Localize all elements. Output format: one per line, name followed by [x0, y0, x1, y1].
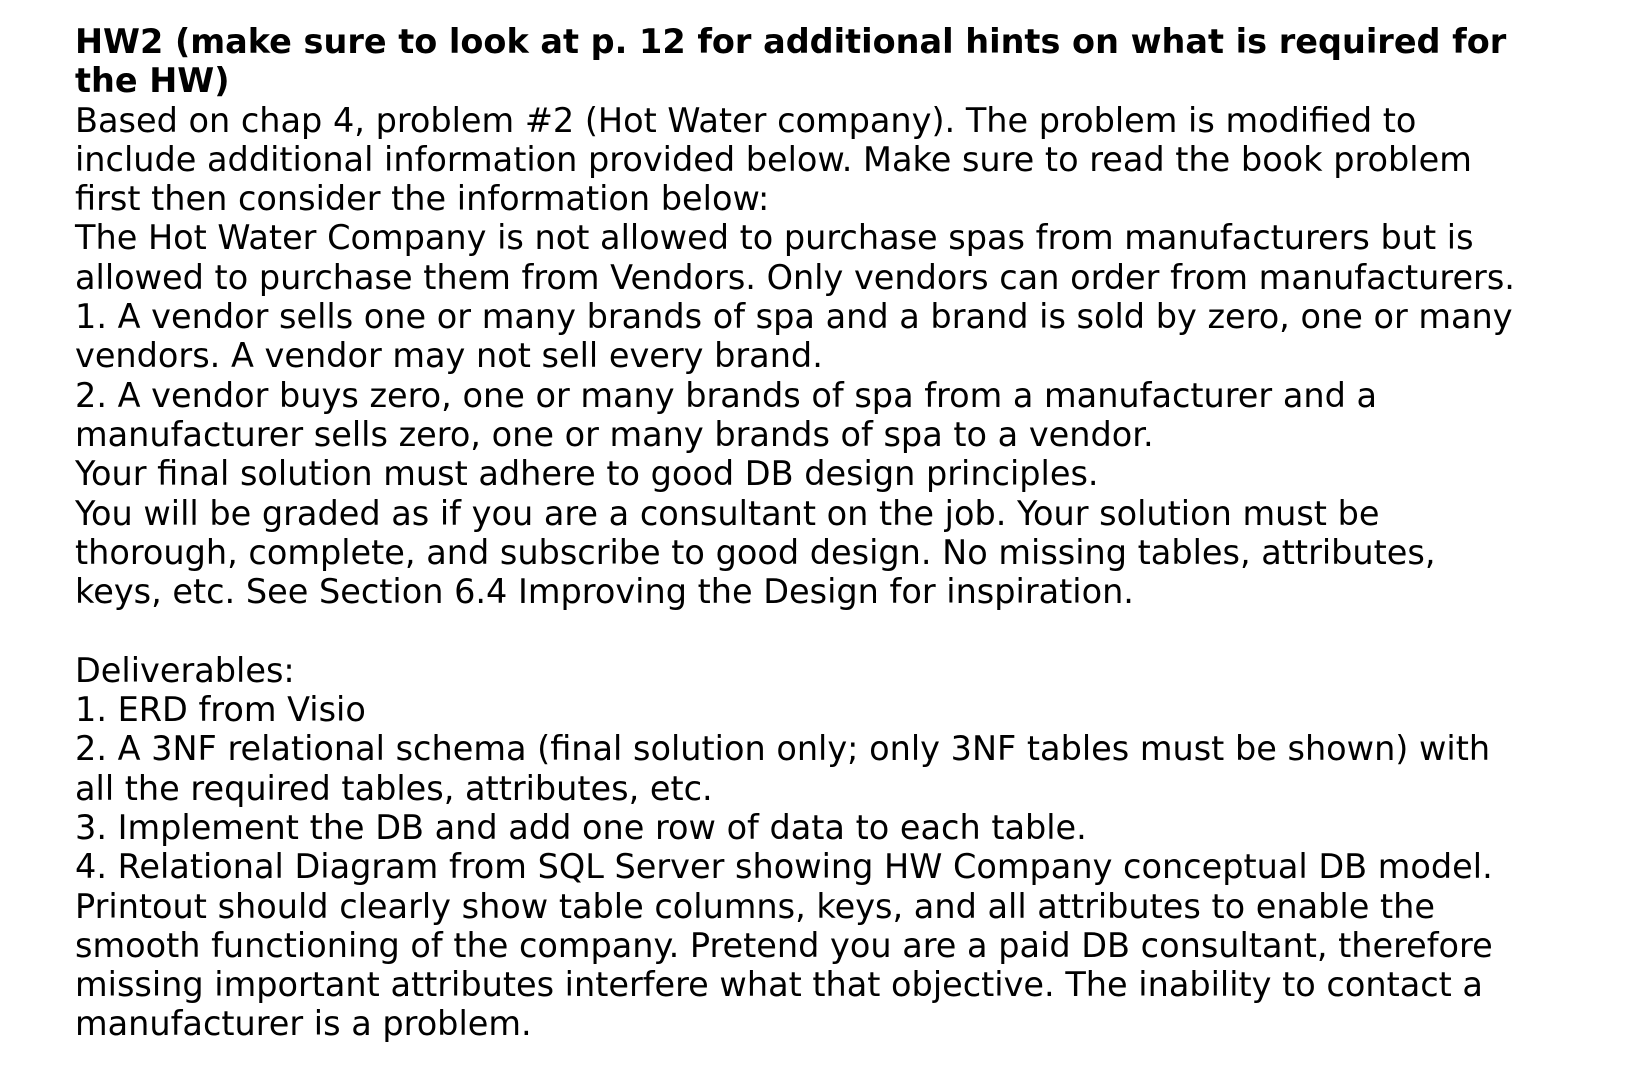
deliverable-line: 4. Relational Diagram from SQL Server showing HW Company conceptual DB model. [75, 847, 1493, 887]
intro-section [75, 101, 1615, 612]
deliverable-line: smooth functioning of the company. Pretend you are a paid DB consultant, therefore [75, 925, 1493, 965]
paragraph-line: keys, etc. See Section 6.4 Improving the Design for inspiration. [75, 572, 1134, 612]
deliverable-line: Printout should clearly show table columns, keys, and all attributes to enable the [75, 886, 1435, 926]
title-line: HW2 (make sure to look at p. 12 for additional hints on what is required for [75, 22, 1507, 61]
paragraph-line: The Hot Water Company is not allowed to purchase spas from manufacturers but is [75, 218, 1474, 258]
paragraph-line: Based on chap 4, problem #2 (Hot Water company). The problem is modified to [75, 100, 1417, 140]
deliverables-heading: Deliverables: [75, 650, 295, 690]
paragraph-line: allowed to purchase them from Vendors. Only vendors can order from manufacturers. [75, 257, 1515, 297]
paragraph-line: first then consider the information below: [75, 179, 770, 219]
deliverable-line: missing important attributes interfere what that objective. The inability to contact a [75, 965, 1483, 1005]
deliverable-line: all the required tables, attributes, etc. [75, 768, 713, 808]
deliverable-line: 2. A 3NF relational schema (final solution only; only 3NF tables must be shown) with [75, 729, 1491, 769]
paragraph-line: vendors. A vendor may not sell every brand. [75, 336, 823, 376]
title-line: the HW) [75, 61, 230, 101]
deliverable-line: manufacturer is a problem. [75, 1004, 532, 1044]
paragraph-line: manufacturer sells zero, one or many brands of spa to a vendor. [75, 414, 1154, 454]
blank-line [75, 611, 1615, 650]
paragraph-line: include additional information provided below. Make sure to read the book problem [75, 139, 1472, 179]
document-title [75, 22, 1615, 101]
paragraph-line: thorough, complete, and subscribe to good design. No missing tables, attributes, [75, 532, 1436, 572]
deliverable-line: 1. ERD from Visio [75, 690, 366, 730]
paragraph-line: 2. A vendor buys zero, one or many brands of spa from a manufacturer and a [75, 375, 1378, 415]
paragraph-line: You will be graded as if you are a consultant on the job. Your solution must be [75, 493, 1380, 533]
paragraph-line: Your final solution must adhere to good DB design principles. [75, 454, 1099, 494]
deliverable-line: 3. Implement the DB and add one row of data to each table. [75, 807, 1087, 847]
document-body [75, 22, 1615, 1044]
deliverables-section [75, 651, 1615, 1044]
paragraph-line: 1. A vendor sells one or many brands of spa and a brand is sold by zero, one or many [75, 297, 1513, 337]
